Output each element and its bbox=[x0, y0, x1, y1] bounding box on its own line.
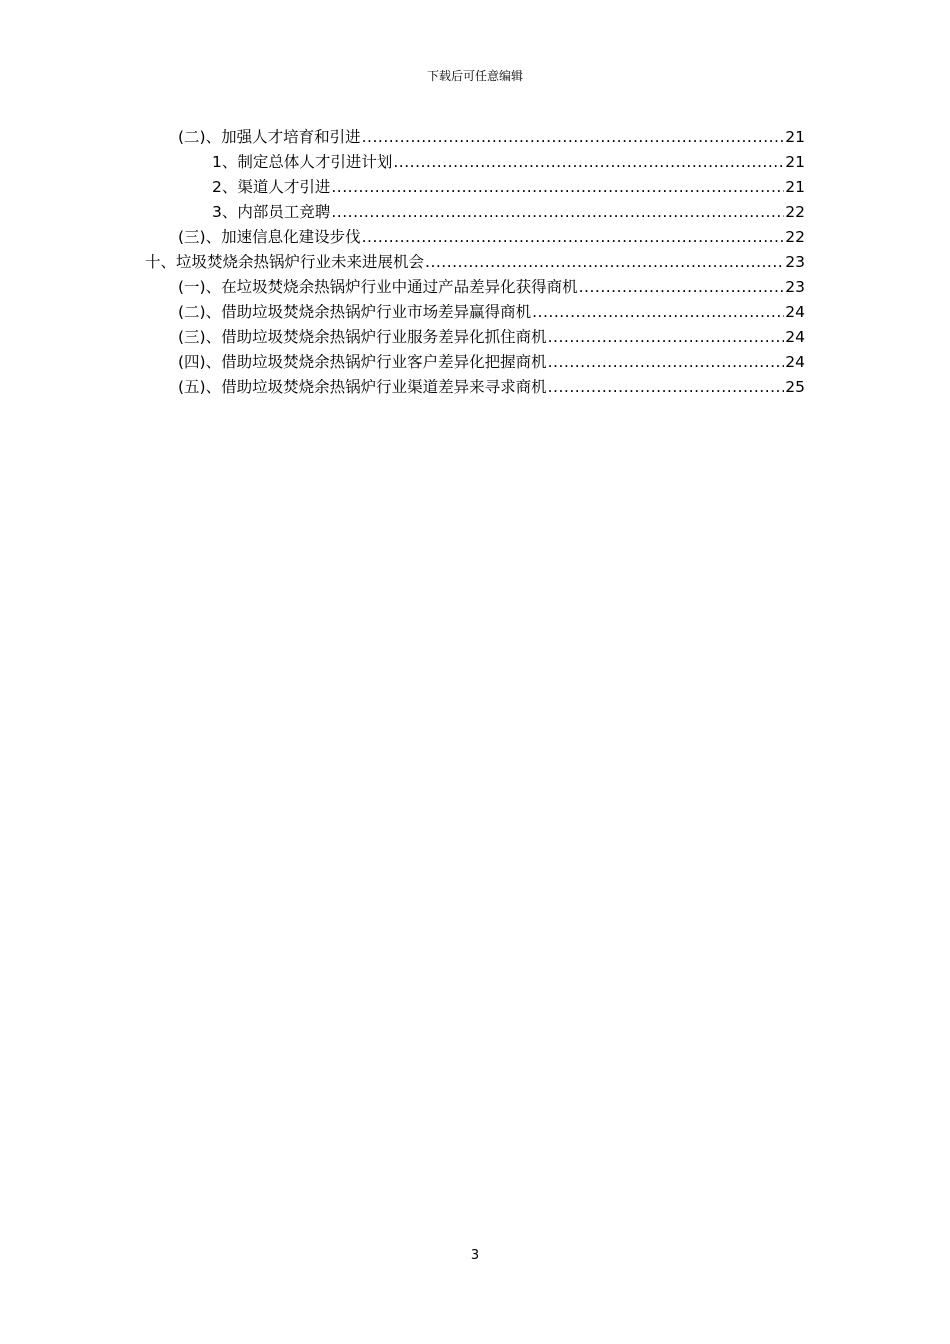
dot-leader bbox=[548, 325, 785, 350]
toc-entry-page: 23 bbox=[785, 253, 805, 271]
toc-entry-title: 3、内部员工竞聘 bbox=[212, 203, 331, 221]
toc-entry[interactable] bbox=[178, 325, 805, 350]
toc-entry-title: (四)、借助垃圾焚烧余热锅炉行业客户差异化把握商机 bbox=[178, 353, 547, 371]
toc-entry-page: 24 bbox=[785, 303, 805, 321]
dot-leader bbox=[393, 150, 784, 175]
toc-entry[interactable] bbox=[212, 200, 805, 225]
toc-entry-page: 22 bbox=[785, 228, 805, 246]
toc-entry-page: 25 bbox=[785, 378, 805, 396]
dot-leader bbox=[362, 225, 785, 250]
toc-entry-page: 23 bbox=[785, 278, 805, 296]
dot-leader bbox=[362, 125, 785, 150]
toc-entry-page: 21 bbox=[785, 178, 805, 196]
toc-entry-page: 21 bbox=[785, 153, 805, 171]
dot-leader bbox=[331, 200, 784, 225]
toc-entry-title: (二)、加强人才培育和引进 bbox=[178, 128, 361, 146]
toc-entry-title: (二)、借助垃圾焚烧余热锅炉行业市场差异赢得商机 bbox=[178, 303, 532, 321]
dot-leader bbox=[579, 275, 785, 300]
toc-entry-page: 24 bbox=[785, 353, 805, 371]
toc-entry-page: 21 bbox=[785, 128, 805, 146]
toc-entry-page: 24 bbox=[785, 328, 805, 346]
toc-entry-title: (五)、借助垃圾焚烧余热锅炉行业渠道差异来寻求商机 bbox=[178, 378, 547, 396]
toc-entry-title: (三)、加速信息化建设步伐 bbox=[178, 228, 361, 246]
toc-entry-title: (一)、在垃圾焚烧余热锅炉行业中通过产品差异化获得商机 bbox=[178, 278, 578, 296]
toc-entry[interactable] bbox=[178, 225, 805, 250]
toc-entry-title: 2、渠道人才引进 bbox=[212, 178, 331, 196]
toc-entry[interactable] bbox=[178, 375, 805, 400]
dot-leader bbox=[548, 375, 785, 400]
toc-entry-title: 十、垃圾焚烧余热锅炉行业未来进展机会 bbox=[145, 253, 425, 271]
page-number: 3 bbox=[470, 1248, 480, 1263]
dot-leader bbox=[425, 250, 784, 275]
toc-entry[interactable] bbox=[212, 150, 805, 175]
page-header: 下载后可任意编辑 bbox=[426, 69, 523, 83]
dot-leader bbox=[548, 350, 785, 375]
toc-entry[interactable] bbox=[178, 300, 805, 325]
toc-entry[interactable] bbox=[212, 175, 805, 200]
dot-leader bbox=[532, 300, 784, 325]
toc-entry[interactable] bbox=[178, 350, 805, 375]
toc-entry[interactable] bbox=[178, 125, 805, 150]
toc-entry-title: (三)、借助垃圾焚烧余热锅炉行业服务差异化抓住商机 bbox=[178, 328, 547, 346]
dot-leader bbox=[331, 175, 784, 200]
toc-entry[interactable] bbox=[178, 275, 805, 300]
toc-entry[interactable] bbox=[145, 250, 805, 275]
toc-entry-page: 22 bbox=[785, 203, 805, 221]
toc-entry-title: 1、制定总体人才引进计划 bbox=[212, 153, 393, 171]
